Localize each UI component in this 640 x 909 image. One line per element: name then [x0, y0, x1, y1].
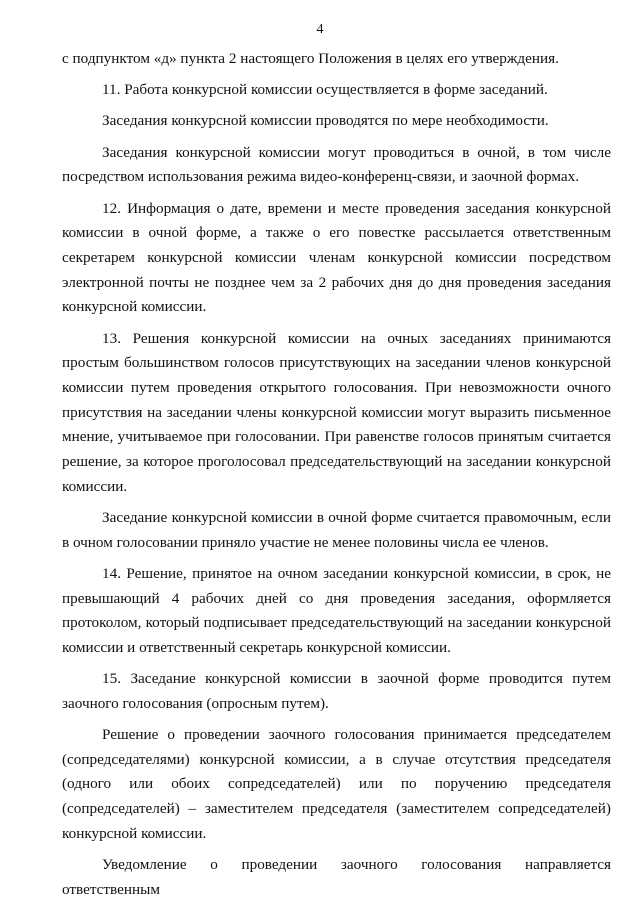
- paragraph-13: 13. Решения конкурсной комиссии на очных заседаниях принимаются простым большинством голосов присутствующих на заседании членов конкурсной комиссии путем проведения открытого голосования. При невозможности очного присутствия на заседании члены конкурсной комиссии могут выразить письменное мнение, учитываемое при голосовании. При равенстве голосов принятым считается решение, за которое проголосовал председательствующий на заседании конкурсной комиссии.: [62, 329, 611, 495]
- paragraph-14: 14. Решение, принятое на очном заседании конкурсной комиссии, в срок, не превышающий 4 рабочих дней со дня проведения заседания, оформляется протоколом, который подписывает председательствующий на заседании конкурсной комиссии и ответственный секретарь конкурсной комиссии.: [62, 564, 611, 656]
- paragraph-11-forms: Заседания конкурсной комиссии могут проводиться в очной, в том числе посредством использования режима видео-конференц-связи, и заочной формах.: [62, 143, 611, 186]
- page-number: 4: [316, 22, 324, 37]
- paragraph-continuation: с подпунктом «д» пункта 2 настоящего Положения в целях его утверждения.: [62, 50, 559, 67]
- paragraph-12: 12. Информация о дате, времени и месте проведения заседания конкурсной комиссии в очной форме, а также о его повестке рассылается ответственным секретарем конкурсной комиссии членам конкурсной комиссии посредством электронной почты не позднее чем за 2 рабочих дня до дня проведения заседания конкурсной комиссии.: [62, 199, 611, 316]
- paragraph-13-quorum: Заседание конкурсной комиссии в очной форме считается правомочным, если в очном голосовании приняло участие не менее половины числа ее членов.: [62, 508, 611, 551]
- paragraph-11: 11. Работа конкурсной комиссии осуществляется в форме заседаний.: [102, 81, 548, 99]
- paragraph-15: 15. Заседание конкурсной комиссии в заочной форме проводится путем заочного голосования (опросным путем).: [62, 670, 611, 712]
- paragraph-15-decision: Решение о проведении заочного голосования принимается председателем (сопредседателями) конкурсной комиссии, а в случае отсутствия председателя (одного или обоих сопредседателей) или по поручению председателя (сопредседателей) – заместителем председателя (заместителем сопредседателей) конкурсной комиссии.: [62, 726, 611, 842]
- document-body: [62, 47, 611, 909]
- paragraph-11-meetings: Заседания конкурсной комиссии проводятся по мере необходимости.: [102, 112, 549, 130]
- paragraph-15-notification: Уведомление о проведении заочного голосования направляется ответственным: [62, 856, 611, 898]
